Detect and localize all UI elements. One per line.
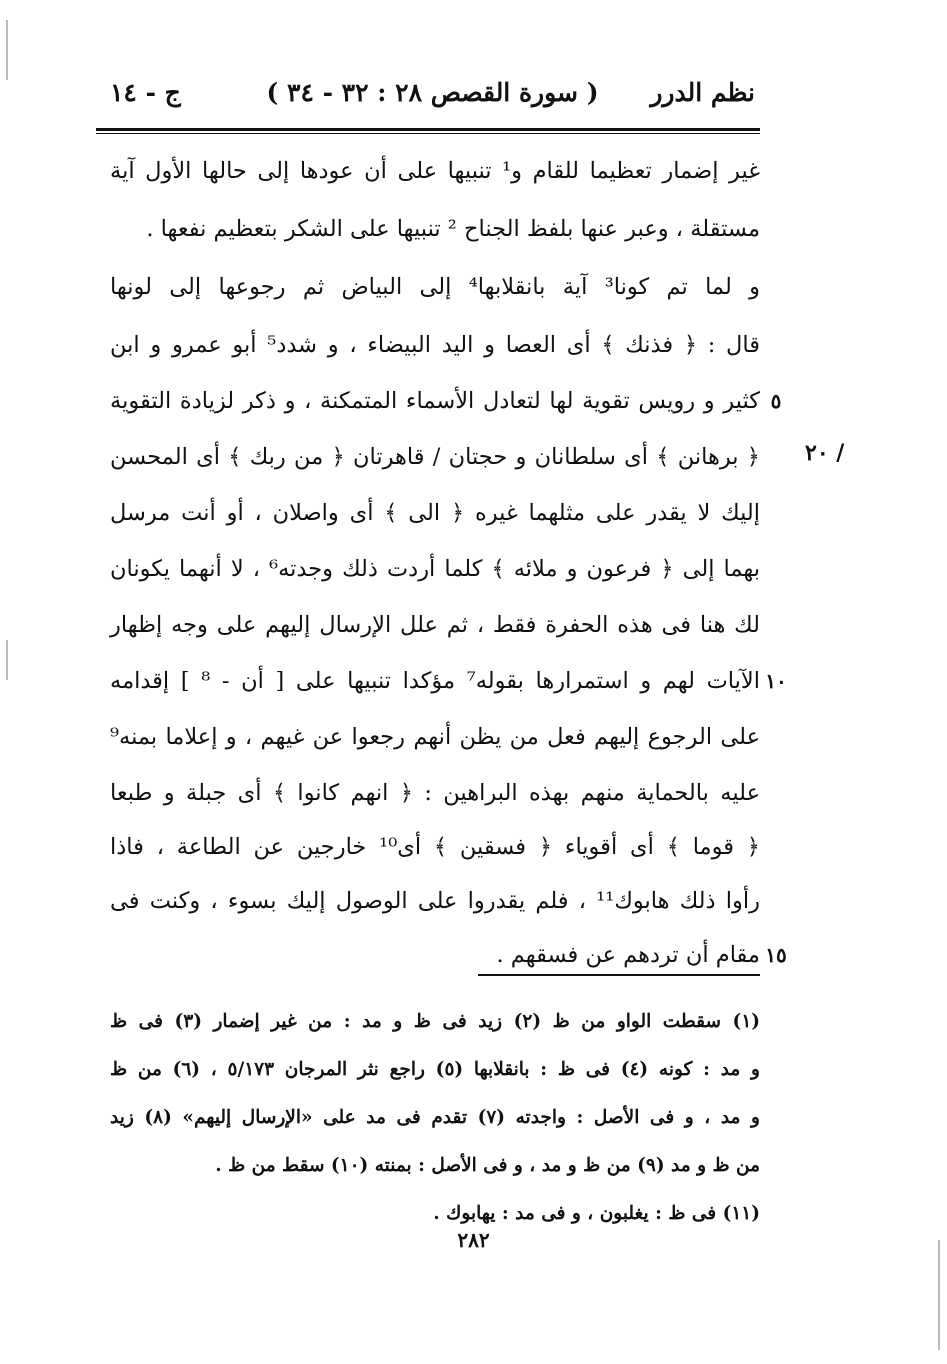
binding-mark <box>938 1240 940 1350</box>
text-line: و لما تم كونا³ آية بانقلابها⁴ إلى البياض ثم رجوعها إلى لونها <box>110 274 760 300</box>
surah-reference: ( سورة القصص ٢٨ : ٣٢ - ٣٤ ) <box>266 78 599 107</box>
text-line: الآيات لهم و استمرارها بقوله⁷ مؤكدا تنبيها على [ أن - ⁸ ] إقدامه <box>110 668 761 694</box>
header-rule <box>96 128 760 131</box>
binding-mark <box>6 20 8 80</box>
footnote-line: (١) سقطت الواو من ظ (٢) زيد فى ظ و مد : من غير إضمار (٣) فى ظ <box>110 1011 761 1032</box>
running-header <box>110 78 755 122</box>
binding-mark <box>6 640 8 680</box>
manuscript-page-marker: ٢٠ / <box>805 440 845 466</box>
text-line: ﴿ قوما ﴾ أى أقوياء ﴿ فسقين ﴾ أى¹⁰ خارجين عن الطاعة ، فاذا <box>110 834 760 860</box>
text-line: مقام أن تردهم عن فسقهم . <box>496 942 760 968</box>
text-line: على الرجوع إليهم فعل من يظن أنهم رجعوا عن غيهم ، و إعلاما بمنه⁹ <box>110 724 760 750</box>
text-line: قال : ﴿ فذنك ﴾ أى العصا و اليد البيضاء ، و شدد⁵ أبو عمرو و ابن <box>110 332 761 358</box>
text-line: بهما إلى ﴿ فرعون و ملائه ﴾ كلما أردت ذلك وجدته⁶ ، لا أنهما يكونان <box>110 556 761 582</box>
footnote-line: (١١) فى ظ : يغلبون ، و فى مد : يهابوك . <box>433 1203 760 1224</box>
footnote-separator <box>478 974 760 976</box>
footnote-line: و مد ، و فى الأصل : واجدته (٧) تقدم فى مد على «الإرسال إليهم» (٨) زيد <box>110 1107 760 1128</box>
text-line: ﴿ برهانن ﴾ أى سلطانان و حجتان / قاهرتان ﴿ من ربك ﴾ أى المحسن <box>110 444 760 470</box>
text-line: إليك لا يقدر على مثلهما غيره ﴿ الى ﴾ أى واصلان ، أو أنت مرسل <box>110 500 760 526</box>
footnote-line: و مد : كونه (٤) فى ظ : بانقلابها (٥) راجع نثر المرجان ٥/١٧٣ ، (٦) من ظ <box>110 1059 760 1080</box>
line-number: ١٠ <box>765 669 787 693</box>
page-number: ٢٨٢ <box>457 1228 490 1252</box>
text-line: رأوا ذلك هابوك¹¹ ، فلم يقدروا على الوصول إليك بسوء ، وكنت فى <box>110 888 760 914</box>
text-line: لك هنا فى هذه الحفرة فقط ، ثم علل الإرسال إليهم على وجه إظهار <box>110 612 760 638</box>
volume-number: ج - ١٤ <box>110 78 181 107</box>
text-line: كثير و رويس تقوية لها لتعادل الأسماء المتمكنة ، و ذكر لزيادة التقوية <box>110 388 760 414</box>
text-line: غير إضمار تعظيما للقام و¹ تنبيها على أن عودها إلى حالها الأول آية <box>110 158 760 184</box>
text-line: مستقلة ، وعبر عنها بلفظ الجناح ² تنبيها على الشكر بتعظيم نفعها . <box>146 216 760 242</box>
text-line: عليه بالحماية منهم بهذه البراهين : ﴿ انهم كانوا ﴾ أى جبلة و طبعا <box>110 780 760 806</box>
line-number: ١٥ <box>765 943 787 967</box>
footnote-line: من ظ و مد (٩) من ظ و مد ، و فى الأصل : بمنته (١٠) سقط من ظ . <box>215 1155 760 1176</box>
line-number: ٥ <box>770 389 782 413</box>
book-title: نظم الدرر <box>650 78 755 107</box>
header-rule-thin <box>96 133 760 134</box>
